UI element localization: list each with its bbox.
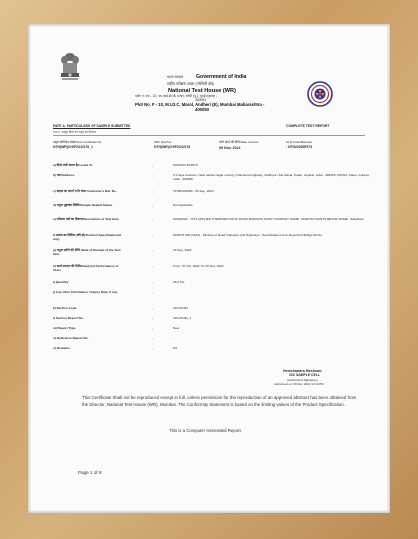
section-divider [53, 135, 365, 136]
row-label: k) Section Code [53, 306, 77, 310]
signatory-role: (Authorized Signatory) [287, 378, 318, 382]
row-value: 22C7610N_1 [173, 316, 192, 320]
row-value: NA [173, 346, 178, 350]
row-separator: : [152, 249, 153, 253]
report-type-title: COMPLETE TEST REPORT [286, 124, 330, 128]
address-line-1: Plot No. F - 10, M.I.D.C, Marol, Andheri (E), Mumbai Maharashtra - [135, 102, 265, 107]
ntc-value: NTH(WR)CH/P2/22/176_1 [53, 145, 93, 149]
row-label: o) Remarks [53, 346, 70, 350]
row-separator: : [152, 164, 153, 168]
row-separator: : [152, 347, 153, 351]
row-value: - [173, 336, 175, 340]
row-value: 25.0 KG [173, 280, 185, 284]
row-value: 3 Umiya Godown, Near sardar nagar society, Chanasma highway, Siddhpur char Rasta, Patan, Gujarat, India - 384265, PATAN, Patan, Gujarat, India - 384265 [173, 173, 370, 181]
lab-title: National Test House (WR) [168, 88, 236, 94]
row-value: From: 07 Oct, 2022 To: 09 Nov, 2022 [173, 264, 224, 268]
row-label: l) Section Report No. [53, 316, 84, 320]
row-value: 22C7610N [173, 306, 188, 310]
nth-seal-icon [307, 81, 333, 107]
address-line-2: 400093 [195, 107, 209, 112]
ntc-label: नमूना प्रतिवेदन संख्या/Test Certificate No [53, 140, 102, 144]
date-value: 09 Nov, 2022 [219, 146, 241, 150]
signatory-cell: OIC SAMPLE CELL [289, 373, 320, 377]
row-separator: : [152, 317, 153, 321]
section-title: PART A. PARTICULARS OF SAMPLE SUBMITTED [53, 124, 131, 128]
page-number: Page 1 of 8 [78, 470, 102, 475]
disclaimer-text: This Certificate Shall not be reproduced except in full, unless permission for the reproduction of an approved abstract has been obtained from the Director, National Test House (WR), Mumbai. The Conformity Statement is based on the limiting values of the Product Specification. [82, 395, 357, 407]
computer-generated-note: This is a Computer Generated Report. [169, 428, 242, 433]
row-separator: : [152, 327, 153, 331]
ulr-value: : NTH22080F073 [286, 145, 313, 149]
row-label: n) Reference Report No. [53, 336, 89, 340]
srf-value: NTH(WR)CH/P2/22/176 [154, 145, 191, 149]
row-separator: : [152, 218, 153, 222]
row-value: TP/NP/22/080 - 05 Sep, 2022 [173, 189, 214, 193]
row-value: MADHAV PAINTS [173, 163, 198, 167]
row-label: c) ग्राहक का संदर्भ व दि नांक/ Customer's Ref. No. [53, 189, 117, 193]
row-label: j) Any other Information / Expiry Date, if any [53, 290, 118, 294]
row-separator: : [152, 204, 153, 208]
row-label: i) Quantity [53, 280, 69, 284]
certificate-paper [31, 27, 387, 510]
date-label: जारी करने की तिथि/Date of Issue [219, 140, 259, 144]
row-separator: : [152, 265, 153, 269]
row-label: g) नमूना प्राप्ति की तिथि /Date of Receipt of the Test Item [53, 248, 121, 256]
lab-hindi: राष्ट्रीय परीक्षण शाला (पश्चिमी क्षेत्र) [167, 82, 215, 86]
row-label: e) परीक्षण मदों का विवरण/Description of Test Item [53, 217, 119, 221]
row-value: MATERIAL : HOT APPLIED THERMOPLASTIC ROAD MARKING PAINT COMPANY NAME : MADHAV PAINTS BRAND NAME : SafeMark [173, 217, 364, 221]
row-separator: : [152, 337, 153, 341]
pin-hindi: 400093 [195, 98, 207, 102]
row-label: h) कार्य प्रपादन की तिथि/Date(s)of Performance of Tests [53, 264, 119, 272]
national-emblem-icon [58, 51, 82, 85]
ulr-label: ULR Code/Barcode [286, 140, 313, 144]
row-value: MORTH 803 (2013) - Ministry of Road Transport and Highways - Specifications form Road And Bridge Works [173, 233, 323, 237]
row-value: Not Applicable [173, 203, 193, 207]
row-separator: : [152, 174, 153, 178]
row-label: b) पता/Address [53, 173, 75, 177]
row-separator: : [152, 234, 153, 238]
row-value: New [173, 326, 180, 330]
row-label: f) उत्पाद का विशिष्ट (यदि हो)/Product Specification(if any) [53, 233, 121, 241]
row-label: d) नमूना मुहरबंद स्थिति/Sample Sealed Status [53, 203, 113, 207]
address-hindi: प्लॉट नं. एफ - 10, एम.आई.डी.सी, मरोल, अंधेरी (पू.), मुंबई महाराष्ट्र - [135, 94, 218, 98]
row-separator: : [152, 281, 153, 285]
row-label: a) किसे जारी करना है/Issued To [53, 163, 93, 167]
row-label: m) Report Type [53, 326, 76, 330]
row-separator: : [152, 190, 153, 194]
signatory-authorised: Authorised on: 09 Nov, 2022 12:14 PM [274, 382, 324, 386]
section-title-hindi: भाग ए. प्रस्तुत किये गये नमूने का विवरण [53, 130, 97, 134]
signatory-name: Hemchandra Meshram [283, 369, 322, 373]
govt-hindi: भारत सरकार [167, 75, 184, 79]
row-separator: : [152, 291, 153, 295]
row-separator: : [152, 307, 153, 311]
govt-title: Government of India [196, 74, 247, 80]
row-value: 23 Sep, 2022 [173, 248, 192, 252]
srf-label: SRF Number [154, 140, 172, 144]
